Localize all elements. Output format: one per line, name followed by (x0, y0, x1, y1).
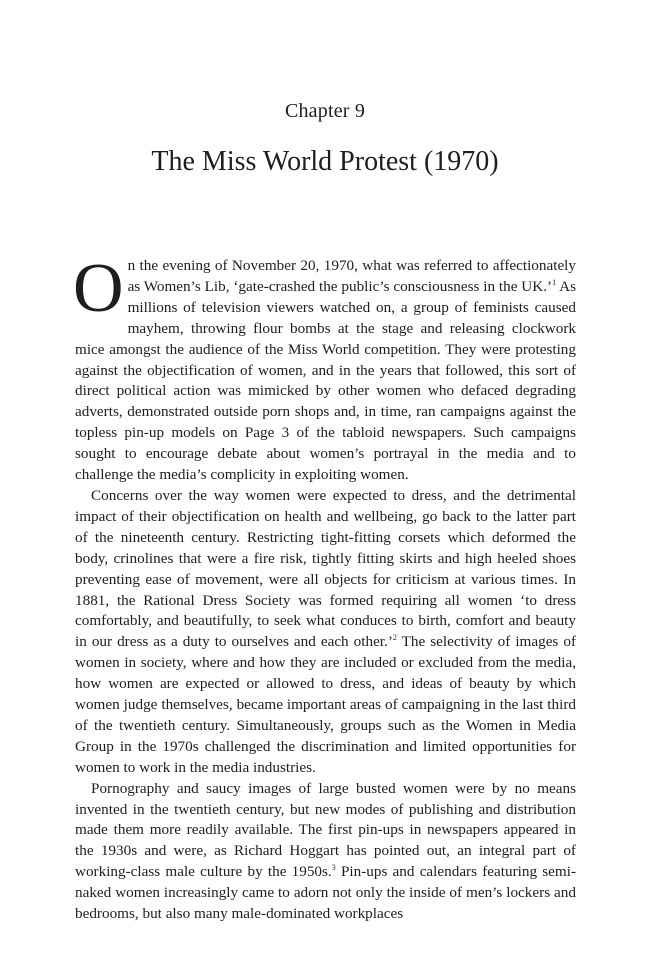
text-run: Pin-ups and calendars featuring semi-naked women increasingly came to adorn not only the inside of men’s lockers and bedrooms, but also many male-dominated workplaces (75, 863, 576, 923)
chapter-body (73, 250, 577, 925)
paragraph (75, 486, 576, 779)
text-run: The selectivity of images of women in society, where and how they are included or excluded from the media, how women are expected or allowed to dress, and ideas of beauty by which women judge themselves, became important areas of campaigning in the last third of the twentieth century. Simultaneously, groups such as the Women in Media Group in the 1970s challenged the discrimination and limited opportunities for women to work in the media industries. (75, 633, 577, 776)
paragraph (75, 779, 576, 925)
chapter-title: The Miss World Protest (1970) (151, 146, 499, 177)
footnote-marker[interactable]: 3 (331, 863, 336, 873)
footnote-marker[interactable]: 1 (552, 277, 557, 287)
text-run: n the evening of November 20, 1970, what was referred to affectionately as Women’s Lib, ‘gate-crashed the public’s consciousness in the UK.’ (127, 257, 576, 295)
chapter-label: Chapter 9 (284, 100, 366, 122)
text-run: Concerns over the way women were expected to dress, and the detrimental impact of their objectification on health and wellbeing, go back to the latter part of the nineteenth century. Restricting tight-fitting corsets which deformed the body, crinolines that were a fire risk, tightly fitting skirts and high heeled shoes preventing ease of movement, were all objects for criticism at various times. In 1881, the Rational Dress Society was formed requiring all women ‘to dress comfortably, and beautifully, to seek what conduces to birth, comfort and beauty in our dress as a duty to ourselves and each other.’ (75, 486, 576, 651)
text-run: As millions of television viewers watched on, a group of feminists caused mayhem, throwing flour bombs at the stage and releasing clockwork mice amongst the audience of the Miss World competition. They were protesting against the objectification of women, and in the years that followed, this sort of direct political action was mimicked by other women who defaced degrading adverts, demonstrated outside porn shops and, in time, ran campaigns against the topless pin-up models on Page 3 of the tabloid newspapers. Such campaigns sought to encourage debate about women’s portrayal in the media and to challenge the media’s complicity in exploiting women. (75, 277, 576, 484)
paragraph (73, 250, 576, 486)
text-run: Pornography and saucy images of large busted women were by no means invented in the twentieth century, but new modes of publishing and distribution made them more readily available. The first pin-ups in newspapers appeared in the 1930s and were, as Richard Hoggart has pointed out, an integral part of working-class male culture by the 1950s. (75, 779, 576, 881)
footnote-marker[interactable]: 2 (392, 633, 397, 643)
drop-cap: O (73, 250, 124, 327)
